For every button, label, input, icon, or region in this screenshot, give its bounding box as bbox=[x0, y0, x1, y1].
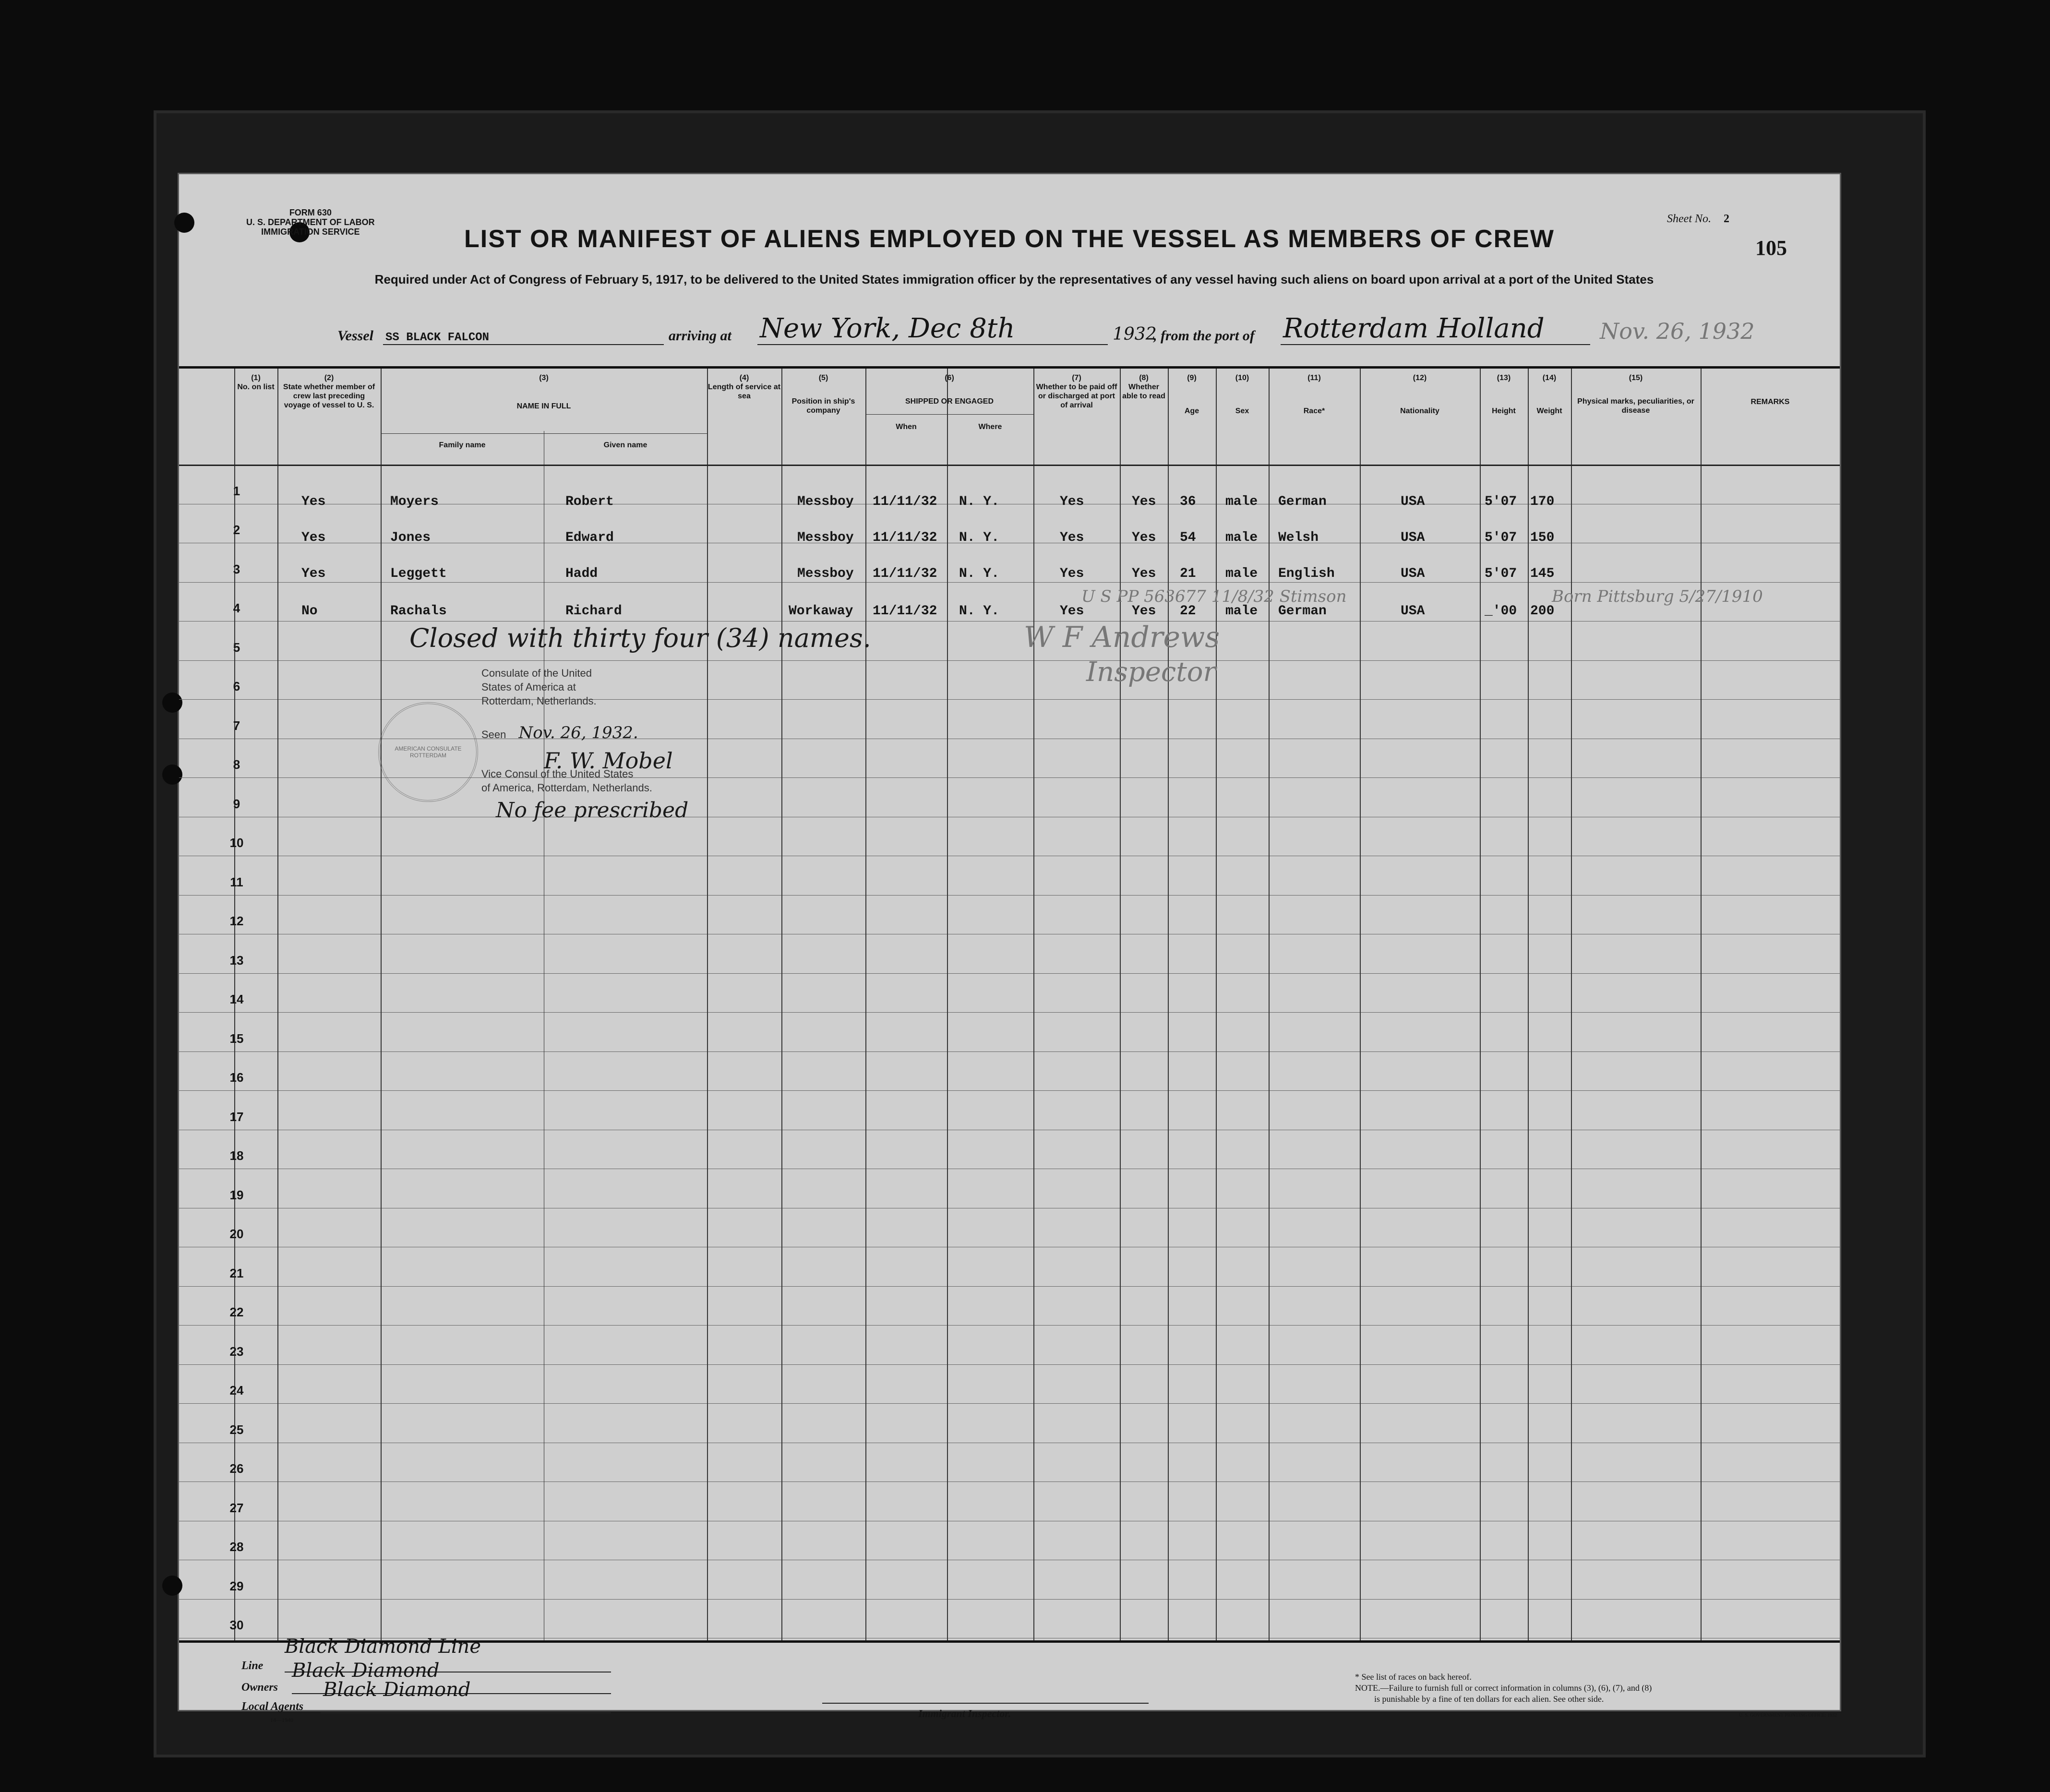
inspector-title: Inspector bbox=[1086, 657, 1216, 688]
consul-signature: F. W. Mobel bbox=[544, 748, 673, 774]
row-number: 27 bbox=[229, 1500, 244, 1515]
cell-where: N. Y. bbox=[959, 530, 1000, 545]
col-header-paid-off: (7) Whether to be paid off or discharged at port of arrival bbox=[1036, 374, 1117, 409]
immigrant-inspector-label: Immigrant Inspector. bbox=[918, 1708, 1011, 1720]
col-header-no: (1) No. on list bbox=[237, 374, 275, 391]
row-number: 18 bbox=[229, 1148, 244, 1163]
cell-sex: male bbox=[1225, 566, 1258, 581]
cell-family-name: Rachals bbox=[390, 604, 447, 619]
cell-race: English bbox=[1278, 566, 1335, 581]
agents-label: Local Agents bbox=[241, 1700, 304, 1713]
cell-paid-off: Yes bbox=[1060, 566, 1084, 581]
col-header-physical-marks: (15) Physical marks, peculiarities, or disease bbox=[1577, 374, 1694, 415]
cell-age: 21 bbox=[1180, 566, 1196, 581]
cell-given-name: Richard bbox=[565, 604, 622, 619]
col-header-shipped: (6) SHIPPED OR ENGAGED bbox=[905, 374, 994, 406]
fine-note-1: NOTE.—Failure to furnish full or correct information in columns (3), (6), (7), and (8) bbox=[1355, 1683, 1652, 1693]
col-header-nationality: (12) Nationality bbox=[1400, 374, 1439, 415]
cell-prev-voyage: No bbox=[301, 604, 318, 619]
consulate-seal: AMERICAN CONSULATE ROTTERDAM bbox=[378, 702, 478, 802]
document-title: LIST OR MANIFEST OF ALIENS EMPLOYED ON THE VESSEL AS MEMBERS OF CREW bbox=[464, 225, 1555, 253]
col-header-prev-voyage: (2) State whether member of crew last preceding voyage of vessel to U. S. bbox=[283, 374, 375, 409]
vessel-name: SS BLACK FALCON bbox=[385, 331, 490, 344]
col-header-where: Where bbox=[978, 423, 1002, 431]
cell-sex: male bbox=[1225, 494, 1258, 509]
form-department-label: FORM 630 U. S. DEPARTMENT OF LABOR IMMIGRATION SERVICE bbox=[246, 208, 375, 237]
row-number: 23 bbox=[229, 1344, 244, 1359]
owners-value: Black Diamond bbox=[292, 1660, 440, 1682]
cell-height: 5'07 bbox=[1485, 494, 1517, 509]
cell-paid-off: Yes bbox=[1060, 494, 1084, 509]
cell-race: German bbox=[1278, 494, 1327, 509]
row-number: 16 bbox=[229, 1070, 244, 1085]
row-number: 11 bbox=[230, 874, 243, 889]
cell-when: 11/11/32 bbox=[873, 494, 937, 509]
cell-when: 11/11/32 bbox=[873, 530, 937, 545]
arrival-port: New York, Dec 8th bbox=[760, 313, 1015, 344]
arriving-label: arriving at bbox=[669, 328, 731, 344]
row-number: 6 bbox=[233, 679, 240, 693]
line-label: Line bbox=[241, 1660, 264, 1672]
cell-nationality: USA bbox=[1401, 530, 1425, 545]
cell-when: 11/11/32 bbox=[873, 566, 937, 581]
document-subtitle: Required under Act of Congress of February 5, 1917, to be delivered to the United States immigration officer by the representatives of any vessel having such aliens on board upon arrival at a port of the United States bbox=[374, 272, 1654, 287]
cell-given-name: Robert bbox=[565, 494, 614, 509]
manifest-page bbox=[178, 173, 1841, 1723]
from-port-label: , from the port of bbox=[1153, 328, 1255, 344]
row-number: 17 bbox=[229, 1109, 244, 1124]
page-number: 105 bbox=[1755, 236, 1787, 260]
row-number: 13 bbox=[229, 953, 244, 968]
cell-weight: 200 bbox=[1530, 604, 1555, 619]
cell-race: German bbox=[1278, 604, 1327, 619]
row-number: 12 bbox=[229, 914, 244, 928]
vessel-line bbox=[337, 313, 1777, 347]
cell-read: Yes bbox=[1132, 494, 1156, 509]
sheet-value: 2 bbox=[1724, 213, 1729, 225]
cell-weight: 145 bbox=[1530, 566, 1555, 581]
row-number: 30 bbox=[229, 1618, 244, 1632]
row-number: 25 bbox=[229, 1422, 244, 1437]
cell-given-name: Edward bbox=[565, 530, 614, 545]
row-number: 15 bbox=[229, 1031, 244, 1046]
cell-weight: 150 bbox=[1530, 530, 1555, 545]
cell-race: Welsh bbox=[1278, 530, 1319, 545]
row-number: 14 bbox=[229, 992, 244, 1006]
cell-nationality: USA bbox=[1401, 604, 1425, 619]
cell-sex: male bbox=[1225, 530, 1258, 545]
col-header-position: (5) Position in ship's company bbox=[791, 374, 855, 415]
cell-where: N. Y. bbox=[959, 604, 1000, 619]
col-header-weight: (14) Weight bbox=[1536, 374, 1562, 415]
races-note: * See list of races on back hereof. bbox=[1355, 1672, 1472, 1682]
departure-port: Rotterdam Holland bbox=[1283, 313, 1545, 344]
col-header-read: (8) Whether able to read bbox=[1122, 374, 1165, 400]
cell-where: N. Y. bbox=[959, 494, 1000, 509]
cell-paid-off: Yes bbox=[1060, 530, 1084, 545]
cell-age: 22 bbox=[1180, 604, 1196, 619]
cell-height: 5'07 bbox=[1485, 530, 1517, 545]
seen-date: Nov. 26, 1932. bbox=[518, 723, 638, 742]
row-number: 24 bbox=[229, 1383, 244, 1398]
row-number: 10 bbox=[229, 836, 244, 850]
row-number: 20 bbox=[229, 1227, 244, 1241]
col-header-remarks: REMARKS bbox=[1750, 398, 1790, 406]
cell-family-name: Jones bbox=[390, 530, 431, 545]
form-code: 14—1940 bbox=[270, 1717, 293, 1723]
agents-value: Black Diamond bbox=[323, 1679, 471, 1701]
printing-office: U. S. GOVERNMENT PRINTING OFFICE: 1932 bbox=[1739, 1713, 1837, 1718]
cell-nationality: USA bbox=[1401, 494, 1425, 509]
cell-position: Messboy bbox=[797, 566, 854, 581]
col-header-service: (4) Length of service at sea bbox=[707, 374, 781, 400]
line-value: Black Diamond Line bbox=[285, 1636, 481, 1658]
row-number: 1 bbox=[233, 483, 240, 498]
departure-date-note: Nov. 26, 1932 bbox=[1600, 318, 1755, 344]
vice-consul-block: Vice Consul of the United States of America, Rotterdam, Netherlands. bbox=[481, 768, 652, 794]
col-header-name: (3) NAME IN FULL bbox=[516, 374, 571, 410]
row4-passport-note: U S PP 563677 11/8/32 Stimson bbox=[1081, 587, 1347, 606]
row-number: 26 bbox=[229, 1461, 244, 1476]
vessel-label: Vessel bbox=[337, 328, 373, 344]
row-number: 4 bbox=[233, 601, 240, 615]
cell-read: Yes bbox=[1132, 566, 1156, 581]
cell-sex: male bbox=[1225, 604, 1258, 619]
cell-given-name: Hadd bbox=[565, 566, 598, 581]
col-header-sex: (10) Sex bbox=[1235, 374, 1249, 415]
sheet-label: Sheet No. bbox=[1667, 213, 1711, 225]
cell-paid-off: Yes bbox=[1060, 604, 1084, 619]
row-number: 22 bbox=[229, 1305, 244, 1319]
row-number: 3 bbox=[233, 561, 240, 576]
row-number: 2 bbox=[233, 523, 240, 537]
owners-label: Owners bbox=[241, 1681, 278, 1694]
cell-prev-voyage: Yes bbox=[301, 494, 326, 509]
cell-nationality: USA bbox=[1401, 566, 1425, 581]
row-number: 28 bbox=[229, 1540, 244, 1554]
cell-position: Messboy bbox=[797, 530, 854, 545]
cell-when: 11/11/32 bbox=[873, 604, 937, 619]
row-number: 7 bbox=[233, 718, 240, 733]
fine-note-2: is punishable by a fine of ten dollars for each alien. See other side. bbox=[1374, 1694, 1604, 1704]
col-header-when: When bbox=[896, 423, 917, 431]
col-header-family-name: Family name bbox=[439, 441, 486, 449]
arrival-year: 1932 bbox=[1113, 324, 1157, 344]
cell-height: 5'07 bbox=[1485, 566, 1517, 581]
row-number: 19 bbox=[229, 1187, 244, 1202]
col-header-given-name: Given name bbox=[603, 441, 647, 449]
col-header-race: (11) Race* bbox=[1303, 374, 1325, 415]
crew-table bbox=[179, 366, 1840, 1643]
cell-age: 36 bbox=[1180, 494, 1196, 509]
col-header-age: (9) Age bbox=[1184, 374, 1199, 415]
cell-age: 54 bbox=[1180, 530, 1196, 545]
cell-prev-voyage: Yes bbox=[301, 530, 326, 545]
cell-family-name: Leggett bbox=[390, 566, 447, 581]
cell-read: Yes bbox=[1132, 530, 1156, 545]
col-header-height: (13) Height bbox=[1492, 374, 1516, 415]
cell-position: Workaway bbox=[789, 604, 853, 619]
cell-prev-voyage: Yes bbox=[301, 566, 326, 581]
row-number: 5 bbox=[233, 640, 240, 655]
closed-with-names-note: Closed with thirty four (34) names. bbox=[409, 623, 871, 653]
consulate-seen: Seen Nov. 26, 1932. bbox=[481, 723, 638, 742]
no-fee-note: No fee prescribed bbox=[496, 798, 689, 823]
cell-height: _'00 bbox=[1485, 604, 1517, 619]
cell-weight: 170 bbox=[1530, 494, 1555, 509]
cell-read: Yes bbox=[1132, 604, 1156, 619]
row-number: 8 bbox=[233, 757, 240, 772]
row-number: 29 bbox=[229, 1578, 244, 1593]
consulate-block: Consulate of the United States of America at Rotterdam, Netherlands. bbox=[481, 667, 597, 707]
cell-where: N. Y. bbox=[959, 566, 1000, 581]
cell-family-name: Moyers bbox=[390, 494, 439, 509]
row4-birth-remark: Born Pittsburg 5/27/1910 bbox=[1552, 587, 1763, 606]
row-number: 21 bbox=[229, 1266, 244, 1280]
sheet-number bbox=[1667, 213, 1729, 226]
cell-position: Messboy bbox=[797, 494, 854, 509]
inspector-signature: W F Andrews bbox=[1024, 621, 1220, 654]
row-number: 9 bbox=[233, 796, 240, 811]
